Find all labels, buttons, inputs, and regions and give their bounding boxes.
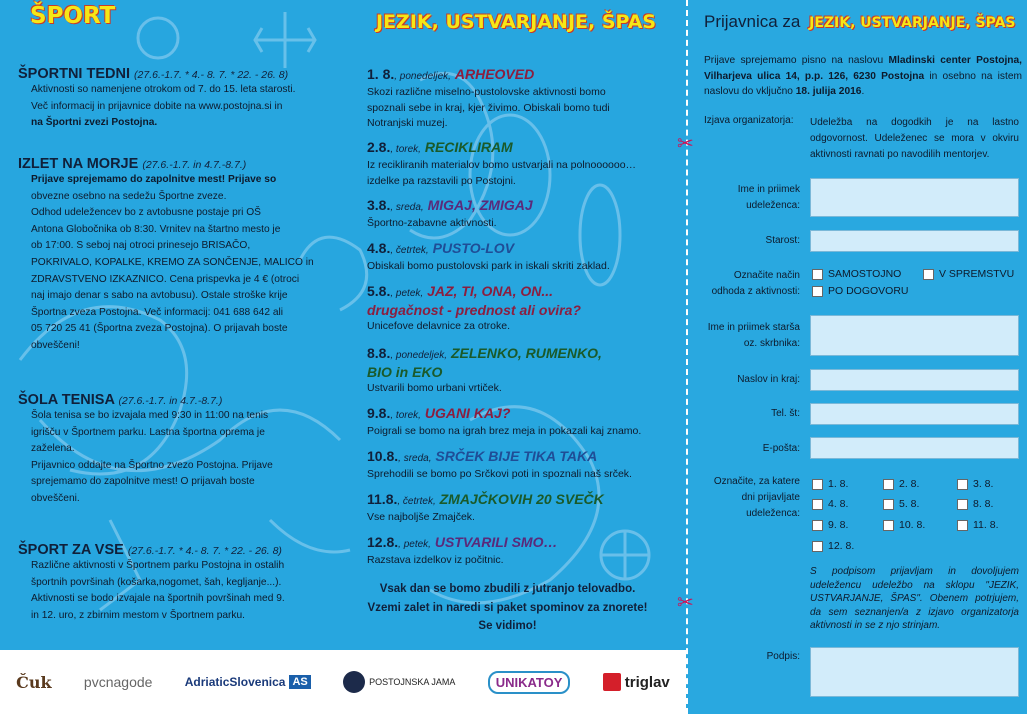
postojnska-jama-logo: POSTOJNSKA JAMA (343, 671, 455, 693)
event-date: 1. 8. (367, 66, 395, 82)
section-text: 05 720 25 41 (Športna zveza Postojna). O prijavah boste (31, 323, 288, 335)
event-date: 8.8. (367, 345, 391, 361)
event-title: RECIKLIRAM (424, 139, 513, 155)
section-text: Antona Globočnika ob 8:30. Vrnitev na štartno mesto je (31, 223, 281, 235)
section-text: Prijavnico oddajte na Športno zvezo Postojna. Prijave (31, 459, 273, 471)
form-title-text: Prijavnica za (704, 12, 801, 31)
section-text: naj imajo denar s sabo na avtobusu). Ostale stroške krije (31, 290, 288, 302)
section-text: Več informacij in prijavnice dobite na www.postojna.si in (31, 100, 283, 112)
event-title: MIGAJ, ZMIGAJ (427, 197, 533, 213)
age-field[interactable] (810, 230, 1019, 252)
section-text: obveščeni! (31, 339, 80, 351)
section-dates: (27.6.-1.7. * 4.- 8. 7. * 22. - 26. 8) (134, 69, 289, 81)
event-date: 10.8. (367, 448, 399, 464)
event-weekday: , sreda, (390, 202, 424, 213)
event-desc: Unicefove delavnice za otroke. (367, 320, 510, 332)
cuk-logo: Čuk (16, 672, 52, 692)
event-desc: Sprehodili se bomo po Srčkovi poti in spoznali naš srček. (367, 468, 632, 480)
event-date: 12.8. (367, 534, 399, 550)
day-checkbox-4-8[interactable]: 4. 8. (812, 498, 848, 510)
event-weekday: , ponedeljek, (394, 71, 451, 82)
declaration-text: Udeležba na dogodkih je na lastno odgovornost. Udeleženec se mora v okviru aktivnosti ravnati po navodilih mentorjev. (810, 117, 1019, 160)
section-text: obvezne osebno na sedežu Športne zveze. (31, 190, 227, 202)
intro-deadline: 18. julija 2016 (795, 86, 862, 97)
event-date: 3.8. (367, 197, 391, 213)
section-text: Odhod udeležencev bo z avtobusne postaje pri OŠ (31, 207, 261, 219)
event-weekday: , četrtek, (390, 245, 429, 256)
event-desc: Skozi različne miselno-pustolovske aktivnosti bomo (367, 86, 606, 98)
event-date: 2.8. (367, 139, 391, 155)
event-desc: izdelke pa razstavili po Postojni. (367, 174, 516, 187)
event-weekday: , torek, (390, 144, 421, 155)
section-text: Različne aktivnosti v Športnem parku Postojna in ostalih (31, 560, 285, 571)
event-subtitle: BIO in EKO (367, 364, 443, 380)
intro-text: Prijave sprejemamo pisno na naslovu (704, 55, 889, 66)
checkbox[interactable] (812, 286, 823, 297)
section-sola-tenisa (18, 392, 330, 508)
section-text: zaželena. (31, 443, 75, 455)
option-v-spremstvu[interactable]: V SPREMSTVU (923, 268, 1014, 280)
age-label: Starost: (765, 235, 800, 246)
event-desc: Poigrali se bomo na igrah brez meja in pokazali kaj znamo. (367, 425, 642, 437)
phone-field[interactable] (810, 403, 1019, 425)
section-sportni-tedni (18, 66, 330, 132)
parent-name-label: Ime in priimek starša oz. skrbnika: (707, 322, 800, 349)
checkbox[interactable] (923, 269, 934, 280)
section-text: in 12. uro, z zbirnim mestom v Športnem parku. (31, 609, 246, 621)
event-title: ZELENKO, RUMENKO, (450, 345, 602, 361)
event-desc: Vse najboljše Zmajček. (367, 511, 475, 523)
event-title: SRČEK BIJE TIKA TAKA (435, 448, 598, 464)
adriatic-slovenica-logo: AdriaticSlovenica AS (185, 675, 311, 689)
section-title: ŠPORTNI TEDNI (18, 66, 130, 82)
event-item (367, 240, 679, 275)
checkbox[interactable] (812, 269, 823, 280)
form-title (704, 12, 1016, 32)
signature-label: Podpis: (766, 651, 800, 662)
participant-name-field[interactable] (810, 178, 1019, 217)
unikatoy-logo: UNIKATOY (488, 671, 571, 694)
section-text: Prijave sprejemamo do zapolnitve mest! Prijave so (31, 174, 277, 185)
triglav-logo: triglav (603, 673, 670, 691)
section-text: Aktivnosti se bodo izvajale na športnih površinah med 9. (31, 593, 285, 605)
event-date: 5.8. (367, 283, 391, 299)
section-dates: (27.6.-1.7. in 4.7.-8.7.) (142, 159, 247, 171)
event-weekday: , sreda, (398, 453, 432, 464)
event-item (367, 534, 679, 569)
address-field[interactable] (810, 369, 1019, 391)
event-weekday: , petek, (398, 539, 431, 550)
section-text: Aktivnosti so namenjene otrokom od 7. do 15. leta starosti. (31, 84, 296, 95)
form-brand: JEZIK, USTVARJANJE, ŠPAS (809, 15, 1016, 31)
closing-line: Se vidimo! (478, 620, 537, 632)
scissors-icon: ✂ (677, 133, 694, 155)
section-sport-za-vse (18, 542, 330, 624)
section-text: igrišču v Športnem parku. Lastna športna oprema je (31, 426, 265, 438)
day-checkbox-12-8[interactable]: 12. 8. (812, 540, 854, 552)
days-label: Označite, za katere dni prijavljate udeleženca: (713, 476, 800, 519)
section-text: obveščeni. (31, 492, 80, 504)
day-checkbox-5-8[interactable]: 5. 8. (883, 498, 919, 510)
phone-label: Tel. št: (771, 408, 800, 419)
section-dates: (27.6.-1.7. * 4.- 8. 7. * 22. - 26. 8) (127, 545, 282, 557)
event-desc: Obiskali bomo pustolovski park in iskali skriti zaklad. (367, 260, 610, 272)
parent-name-field[interactable] (810, 315, 1019, 356)
section-text: POKRIVALO, KOPALKE, KREMO ZA SONČENJE, MALICO in (31, 256, 314, 268)
section-text: ZDRAVSTVENO IZKAZNICO. Cena prispevka je 4 € (otroci (31, 273, 300, 285)
intro-text: in osebno na istem naslovu do vključno (704, 70, 1022, 97)
event-desc: Iz recikliranih materialov bomo ustvarjali na polnoooooo… (367, 159, 637, 171)
event-weekday: , torek, (390, 410, 421, 421)
event-item (367, 139, 679, 189)
event-date: 4.8. (367, 240, 391, 256)
event-desc: Športno-zabavne aktivnosti. (367, 217, 497, 229)
day-checkbox-10-8[interactable]: 10. 8. (883, 519, 925, 531)
ball-doodle (138, 18, 178, 58)
section-text: Šola tenisa se bo izvajala med 9:30 in 11:00 na tenis (31, 410, 269, 421)
intro-text: . (861, 86, 865, 97)
section-text: na Športni zvezi Postojna. (31, 117, 158, 129)
day-checkbox-9-8[interactable]: 9. 8. (812, 519, 848, 531)
section-text: sprejemamo do zapolnitve mest! O prijavah boste (31, 476, 255, 488)
declaration-label: Izjava organizatorja: (704, 115, 794, 126)
pvcnagode-logo: pvcnagode (83, 674, 153, 690)
event-weekday: , petek, (390, 288, 424, 299)
closing-message (330, 580, 685, 636)
event-item (367, 66, 679, 132)
section-dates: (27.6.-1.7. in 4.7.-8.7.) (118, 395, 223, 407)
triglav-emblem-icon (603, 673, 621, 691)
event-title: USTVARILI SMO… (434, 534, 558, 550)
event-desc: Ustvarili bomo urbani vrtiček. (367, 382, 502, 394)
sponsor-strip (0, 650, 686, 714)
name-label: Ime in priimek udeleženca: (737, 184, 800, 211)
day-checkbox-1-8[interactable]: 1. 8. (812, 478, 848, 490)
event-title: UGANI KAJ? (424, 405, 511, 421)
closing-line: Vzemi zalet in naredi si paket spominov za znorete! (367, 601, 648, 614)
event-title: PUSTO-LOV (432, 240, 515, 256)
intro-address: Mladinski center Postojna, Vilharjeva ulica 14, p.p. 126, 6230 Postojna (704, 55, 1022, 82)
event-weekday: , ponedeljek, (390, 350, 448, 361)
email-label: E-pošta: (762, 443, 800, 454)
section-title: ŠPORT ZA VSE (18, 542, 124, 558)
event-title: JAZ, TI, ONA, ON... (427, 283, 554, 299)
jama-emblem-icon (343, 671, 365, 693)
event-item (367, 283, 679, 335)
event-item (367, 345, 679, 397)
event-date: 11.8. (367, 491, 398, 507)
day-checkbox-3-8[interactable]: 3. 8. (957, 478, 993, 490)
event-title: ARHEOVED (454, 66, 535, 82)
event-item (367, 448, 679, 483)
section-title: ŠOLA TENISA (18, 392, 115, 408)
sport-logo: ŠPORT (30, 3, 116, 29)
event-item (367, 405, 679, 440)
option-samostojno[interactable]: SAMOSTOJNO (812, 268, 901, 280)
form-intro (704, 53, 1022, 100)
section-text: Športna zveza Postojna. Več informacij: 041 688 642 ali (31, 306, 284, 318)
departure-mode-label: Označite način odhoda z aktivnosti: (711, 270, 800, 297)
section-title: IZLET NA MORJE (18, 156, 139, 172)
section-text: športnih površinah (košarka,nogomet, šah, kegljanje...). (31, 576, 282, 588)
address-label: Naslov in kraj: (737, 374, 800, 385)
arrows-doodle (255, 12, 315, 68)
closing-line: Vsak dan se bomo zbudili z jutranjo telovadbo. (379, 583, 636, 595)
event-item (367, 197, 679, 232)
jus-logo: JEZIK, USTVARJANJE, ŠPAS (376, 11, 657, 33)
event-subtitle: drugačnost - prednost ali ovira? (367, 302, 581, 318)
event-weekday: , četrtek, (397, 496, 436, 507)
event-title: ZMAJČKOVIH 20 SVEČK (439, 491, 604, 507)
event-item (367, 491, 679, 526)
email-field[interactable] (810, 437, 1019, 459)
scissors-icon: ✂ (677, 592, 694, 614)
option-po-dogovoru[interactable]: PO DOGOVORU (812, 285, 909, 297)
event-desc: Notranjski muzej. (367, 117, 448, 129)
day-checkbox-11-8[interactable]: 11. 8. (957, 519, 999, 531)
section-izlet-na-morje (18, 156, 330, 355)
consent-text: S podpisom prijavljam in dovoljujem udeležencu udeležbo na sklopu "JEZIK, USTVARJANJE, ŠPAS". Obenem potrjujem, da sem seznanjen/a z izjavo organizatorja aktivnosti in se z njo strinjam. (810, 566, 1019, 632)
event-date: 9.8. (367, 405, 391, 421)
day-checkbox-8-8[interactable]: 8. 8. (957, 498, 993, 510)
signature-field[interactable] (810, 647, 1019, 697)
section-text: ob 17:00. S seboj naj otroci prinesejo BRISAČO, (31, 240, 251, 252)
day-checkbox-2-8[interactable]: 2. 8. (883, 478, 919, 490)
event-desc: spoznali sebe in kraj, kjer živimo. Obiskali bomo tudi (367, 101, 610, 114)
event-desc: Razstava izdelkov iz počitnic. (367, 554, 504, 566)
